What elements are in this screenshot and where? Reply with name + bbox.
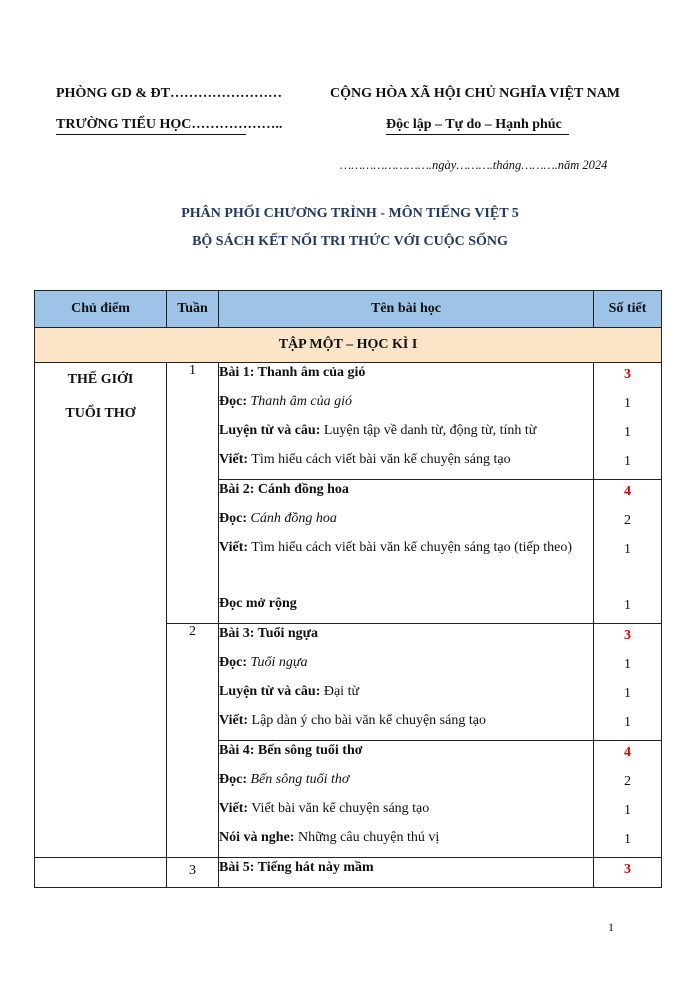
nation-name: CỘNG HÒA XÃ HỘI CHỦ NGHĨA VIỆT NAM <box>330 86 621 101</box>
periods-cell <box>594 363 662 480</box>
lesson-title: Bài 4: Bến sông tuổi thơ <box>219 743 363 758</box>
school-name: TRƯỜNG TIỂU HỌC……………….. <box>56 117 283 132</box>
lesson-title: Bài 5: Tiếng hát này mầm <box>219 860 374 875</box>
header-periods: Số tiết <box>594 291 662 328</box>
lesson-periods: 3 <box>624 862 631 877</box>
item-periods: 1 <box>624 803 631 818</box>
document-title: PHÂN PHỐI CHƯƠNG TRÌNH - MÔN TIẾNG VIỆT 5 <box>181 206 519 221</box>
item-text: Viết bài văn kể chuyện sáng tạo <box>251 801 430 816</box>
school-underline <box>56 134 246 135</box>
lesson-title: Bài 3: Tuổi ngựa <box>219 626 319 641</box>
lesson-cell <box>219 480 594 624</box>
header-week: Tuần <box>167 291 219 328</box>
item-periods: 1 <box>624 542 631 557</box>
item-text: Đại từ <box>323 684 360 699</box>
lesson-cell <box>219 363 594 480</box>
semester-label: TẬP MỘT – HỌC KÌ I <box>35 328 662 363</box>
item-label: Viết: <box>219 801 249 816</box>
item-periods: 1 <box>624 715 631 730</box>
item-label: Đọc: <box>219 511 247 526</box>
item-text: Lập dàn ý cho bài văn kể chuyện sáng tạo <box>251 713 486 728</box>
semester-row <box>35 328 662 363</box>
item-text: Tìm hiểu cách viết bài văn kể chuyện sáng tạo (tiếp theo) <box>251 540 572 555</box>
item-label: Nói và nghe: <box>219 830 295 845</box>
item-periods: 1 <box>624 657 631 672</box>
week-cell: 3 <box>167 858 219 888</box>
lesson-title: Bài 1: Thanh âm của gió <box>219 365 366 380</box>
motto-underline <box>386 134 569 135</box>
item-label: Đọc: <box>219 655 247 670</box>
item-text: Tìm hiểu cách viết bài văn kể chuyện sáng tạo <box>251 452 511 467</box>
item-label: Viết: <box>219 540 249 555</box>
item-label: Đọc: <box>219 772 247 787</box>
item-periods: 1 <box>624 454 631 469</box>
lesson-periods: 4 <box>624 484 631 499</box>
item-periods: 1 <box>624 425 631 440</box>
item-text: Những câu chuyện thú vị <box>297 830 440 845</box>
item-periods: 1 <box>624 598 631 613</box>
lesson-title: Bài 2: Cánh đồng hoa <box>219 482 349 497</box>
week-cell: 1 <box>167 363 219 624</box>
week-cell: 2 <box>167 624 219 858</box>
item-label: Viết: <box>219 713 249 728</box>
lesson-cell <box>219 858 594 888</box>
item-text: Luyện tập về danh từ, động từ, tính từ <box>323 423 537 438</box>
item-text: Bến sông tuổi thơ <box>250 772 350 787</box>
theme-cell <box>35 363 167 858</box>
table-row <box>35 858 662 888</box>
header-lesson: Tên bài học <box>219 291 594 328</box>
date-line: …………………….ngày……….tháng……….năm 2024 <box>340 158 608 172</box>
periods-cell <box>594 480 662 624</box>
item-label: Luyện từ và câu: <box>219 684 321 699</box>
theme-cell-empty <box>35 858 167 888</box>
periods-cell <box>594 858 662 888</box>
item-label: Viết: <box>219 452 249 467</box>
lesson-cell <box>219 741 594 858</box>
item-label: Đọc mở rộng <box>219 596 297 611</box>
item-text: Cánh đồng hoa <box>250 511 337 526</box>
document-subtitle: BỘ SÁCH KẾT NỐI TRI THỨC VỚI CUỘC SỐNG <box>192 234 508 249</box>
national-motto: Độc lập – Tự do – Hạnh phúc <box>386 117 562 132</box>
page-number: 1 <box>608 920 614 934</box>
item-label: Đọc: <box>219 394 247 409</box>
item-periods: 1 <box>624 686 631 701</box>
lesson-periods: 3 <box>624 367 631 382</box>
lesson-cell <box>219 624 594 741</box>
theme-line-1: THẾ GIỚI <box>67 372 134 387</box>
program-table <box>34 290 662 888</box>
item-periods: 1 <box>624 832 631 847</box>
department-name: PHÒNG GD & ĐT…………………… <box>56 86 282 101</box>
theme-line-2: TUỔI THƠ <box>65 406 136 421</box>
item-periods: 1 <box>624 396 631 411</box>
table-header-row <box>35 291 662 328</box>
lesson-periods: 4 <box>624 745 631 760</box>
periods-cell <box>594 624 662 741</box>
table-row <box>35 363 662 480</box>
lesson-periods: 3 <box>624 628 631 643</box>
item-periods: 2 <box>624 774 631 789</box>
item-periods: 2 <box>624 513 631 528</box>
header-theme: Chủ điểm <box>35 291 167 328</box>
item-text: Thanh âm của gió <box>250 394 352 409</box>
item-label: Luyện từ và câu: <box>219 423 321 438</box>
item-text: Tuổi ngựa <box>250 655 308 670</box>
periods-cell <box>594 741 662 858</box>
